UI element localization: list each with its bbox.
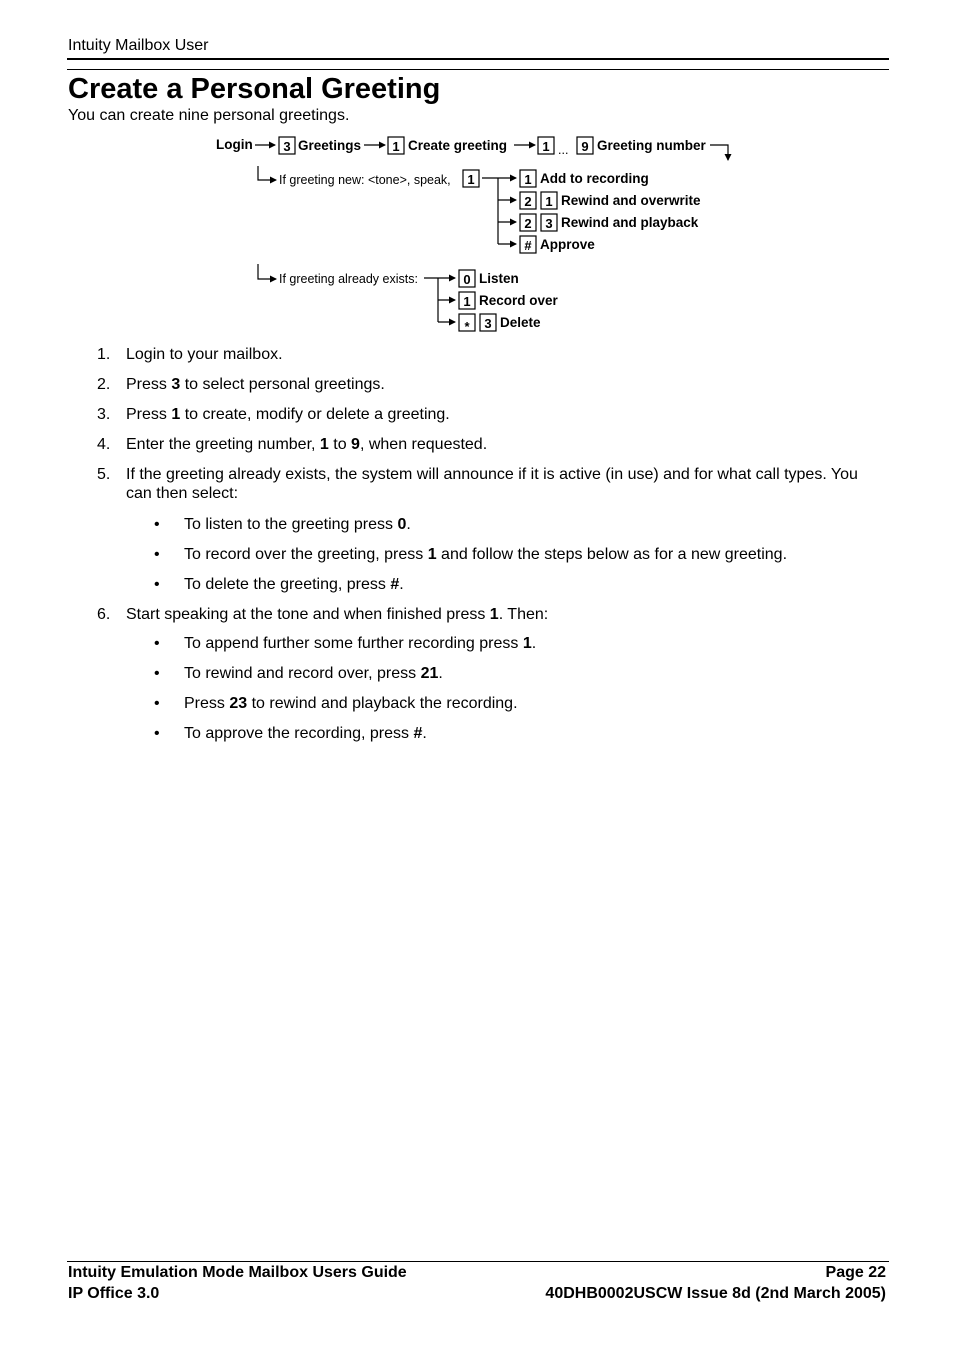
bullet-glyph: •: [154, 725, 160, 742]
footer-page-number: Page 22: [825, 1264, 886, 1281]
bullet-text: to rewind and playback the recording.: [247, 695, 518, 712]
step-text: Press: [126, 376, 172, 393]
bullet-text: To append further some further recording press: [184, 635, 523, 652]
bullet-text: .: [438, 665, 443, 682]
diagram-key: 1: [545, 194, 553, 209]
key-value: 1: [171, 406, 181, 423]
step-number: 4.: [97, 436, 111, 453]
bullet-text: To delete the greeting, press: [184, 576, 391, 593]
diagram-create-greeting: Create greeting: [408, 138, 508, 153]
diagram-login: Login: [216, 137, 253, 152]
diagram-key: 1: [467, 172, 475, 187]
bullet-glyph: •: [154, 635, 160, 652]
diagram-key: #: [524, 238, 532, 253]
footer-product: IP Office 3.0: [68, 1285, 160, 1302]
bullet-text: and follow the steps below as for a new greeting.: [436, 546, 788, 563]
header-rule: [67, 58, 889, 60]
step-number: 6.: [97, 606, 111, 623]
diagram-key: 1: [524, 172, 532, 187]
diagram-delete: Delete: [500, 315, 541, 330]
bullet-text: .: [399, 576, 404, 593]
bullet-glyph: •: [154, 516, 160, 533]
bullet-glyph: •: [154, 665, 160, 682]
key-value: 23: [229, 695, 248, 712]
diagram-key: 2: [524, 194, 532, 209]
page-title: Create a Personal Greeting: [68, 73, 441, 105]
step-number: 3.: [97, 406, 111, 423]
bullet-glyph: •: [154, 546, 160, 563]
key-value: 0: [397, 516, 407, 533]
greeting-flow-diagram: [210, 132, 750, 337]
diagram-ellipsis: ...: [558, 143, 569, 157]
diagram-key: 1: [463, 294, 471, 309]
key-value: 1: [489, 606, 499, 623]
diagram-key: 3: [484, 316, 492, 331]
step-text: Start speaking at the tone and when finished press: [126, 606, 490, 623]
diagram-key: 1: [392, 139, 400, 154]
diagram-approve: Approve: [540, 237, 595, 252]
step-text: If the greeting already exists, the system will announce if it is active (in use) and for what call types. You can then select:: [126, 466, 858, 502]
key-value: 1: [319, 436, 329, 453]
bullet-text: .: [531, 635, 537, 652]
diagram-key: 1: [542, 139, 550, 154]
step-number: 1.: [97, 346, 111, 363]
bullet-text: To listen to the greeting press: [184, 516, 398, 533]
bullet-text: To rewind and record over, press: [184, 665, 421, 682]
step-text: Login to your mailbox.: [126, 346, 283, 363]
step-text: to select personal greetings.: [180, 376, 385, 393]
diagram-add-to-recording: Add to recording: [540, 171, 649, 186]
running-header: Intuity Mailbox User: [68, 37, 209, 54]
key-value: 1: [522, 635, 532, 652]
key-value: 21: [420, 665, 439, 682]
diagram-greeting-number: Greeting number: [597, 138, 706, 153]
key-value: #: [413, 725, 423, 742]
step-text: Press: [126, 406, 172, 423]
bullet-text: To approve the recording, press: [184, 725, 414, 742]
diagram-rewind-playback: Rewind and playback: [561, 215, 699, 230]
diagram-key: *: [464, 319, 470, 334]
diagram-rewind-overwrite: Rewind and overwrite: [561, 193, 701, 208]
bullet-text: .: [406, 516, 411, 533]
diagram-key: 3: [545, 216, 553, 231]
diagram-key: 0: [463, 272, 471, 287]
footer-guide-title: Intuity Emulation Mode Mailbox Users Guide: [68, 1264, 407, 1281]
diagram-if-exists: If greeting already exists:: [279, 272, 418, 286]
diagram-key: 2: [524, 216, 532, 231]
bullet-text: Press: [184, 695, 230, 712]
footer-issue: 40DHB0002USCW Issue 8d (2nd March 2005): [545, 1285, 886, 1302]
diagram-if-new: If greeting new: <tone>, speak,: [279, 173, 451, 187]
bullet-text: .: [422, 725, 427, 742]
step-text: , when requested.: [359, 436, 488, 453]
step-text: to create, modify or delete a greeting.: [180, 406, 450, 423]
diagram-greetings: Greetings: [298, 138, 362, 153]
header-rule-thin: [67, 69, 889, 70]
intro-text: You can create nine personal greetings.: [68, 107, 350, 124]
step-text: . Then:: [498, 606, 549, 623]
footer-rule: [67, 1261, 889, 1262]
bullet-glyph: •: [154, 576, 160, 593]
diagram-key: 9: [581, 139, 589, 154]
step-number: 2.: [97, 376, 111, 393]
key-value: #: [390, 576, 400, 593]
diagram-listen: Listen: [479, 271, 519, 286]
bullet-text: To record over the greeting, press: [184, 546, 428, 563]
diagram-record-over: Record over: [479, 293, 558, 308]
step-number: 5.: [97, 466, 111, 483]
step-text: to: [328, 436, 352, 453]
key-value: 1: [427, 546, 437, 563]
diagram-key: 3: [283, 139, 291, 154]
step-text: Enter the greeting number,: [126, 436, 320, 453]
key-value: 3: [171, 376, 181, 393]
key-value: 9: [351, 436, 360, 453]
bullet-glyph: •: [154, 695, 160, 712]
